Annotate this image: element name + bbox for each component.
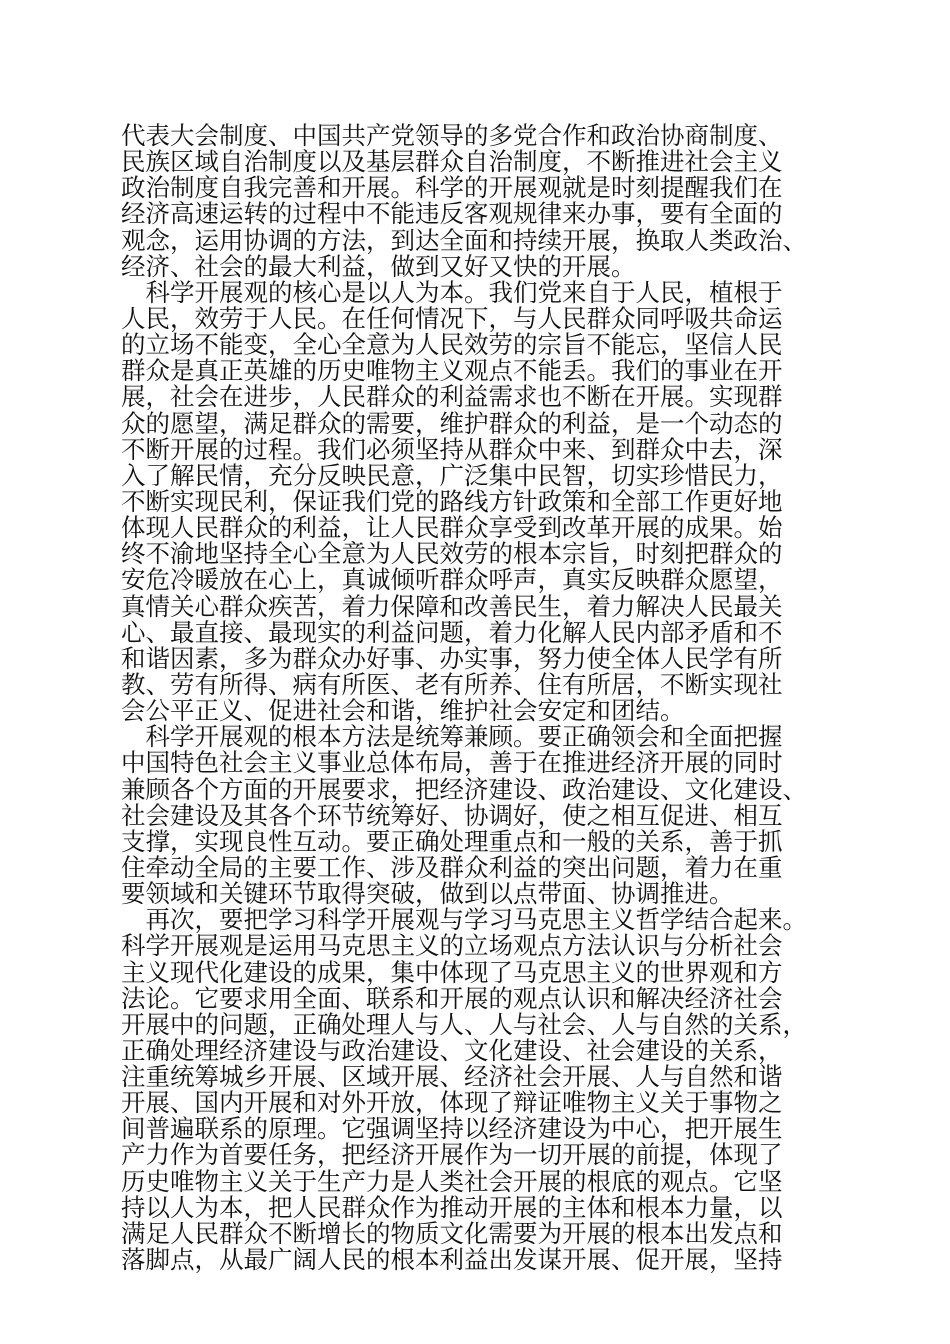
- text-line: 住牵动全局的主要工作、涉及群众利益的突出问题，着力在重: [121, 852, 783, 882]
- text-line: 人民，效劳于人民。在任何情况下，与人民群众同呼吸共命运: [121, 303, 783, 333]
- text-line: 会公平正义、促进社会和谐，维护社会安定和团结。: [121, 696, 685, 726]
- text-line: 民族区域自治制度以及基层群众自治制度，不断推进社会主义: [121, 147, 783, 177]
- text-line: 兼顾各个方面的开展要求，把经济建设、政治建设、文化建设、: [121, 774, 807, 804]
- text-line: 开展中的问题，正确处理人与人、人与社会、人与自然的关系，: [121, 1009, 807, 1039]
- text-line: 科学开展观的根本方法是统筹兼顾。要正确领会和全面把握: [121, 722, 783, 752]
- text-line: 间普遍联系的原理。它强调坚持以经济建设为中心，把开展生: [121, 1114, 783, 1144]
- text-line: 安危冷暖放在心上，真诚倾听群众呼声，真实反映群众愿望，: [121, 565, 783, 595]
- text-line: 产力作为首要任务，把经济开展作为一切开展的前提，体现了: [121, 1140, 783, 1170]
- text-line: 不断实现民利，保证我们党的路线方针政策和全部工作更好地: [121, 486, 783, 516]
- text-line: 满足人民群众不断增长的物质文化需要为开展的根本出发点和: [121, 1218, 783, 1248]
- text-line: 和谐因素，多为群众办好事、办实事，努力使全体人民学有所: [121, 643, 783, 673]
- text-line: 主义现代化建设的成果，集中体现了马克思主义的世界观和方: [121, 957, 783, 987]
- text-line: 代表大会制度、中国共产党领导的多党合作和政治协商制度、: [121, 121, 783, 150]
- text-line: 心、最直接、最现实的利益问题，着力化解人民内部矛盾和不: [121, 617, 783, 647]
- text-line: 社会建设及其各个环节统筹好、协调好，使之相互促进、相互: [121, 800, 783, 830]
- text-line: 的立场不能变，全心全意为人民效劳的宗旨不能忘，坚信人民: [121, 330, 783, 360]
- text-line: 正确处理经济建设与政治建设、文化建设、社会建设的关系，: [121, 1035, 783, 1065]
- text-line: 注重统筹城乡开展、区域开展、经济社会开展、人与自然和谐: [121, 1062, 783, 1092]
- text-line: 观念，运用协调的方法，到达全面和持续开展，换取人类政治、: [121, 225, 807, 255]
- text-line: 经济、社会的最大利益，做到又好又快的开展。: [121, 251, 636, 281]
- text-line: 真情关心群众疾苦，着力保障和改善民生，着力解决人民最关: [121, 591, 783, 621]
- text-line: 支撑，实现良性互动。要正确处理重点和一般的关系，善于抓: [121, 826, 783, 856]
- text-line: 群众是真正英雄的历史唯物主义观点不能丢。我们的事业在开: [121, 356, 783, 386]
- text-line: 持以人为本，把人民群众作为推动开展的主体和根本力量，以: [121, 1192, 783, 1222]
- text-line: 科学开展观的核心是以人为本。我们党来自于人民，植根于: [121, 277, 783, 307]
- text-line: 经济高速运转的过程中不能违反客观规律来办事，要有全面的: [121, 199, 783, 229]
- body-text: [121, 123, 841, 1273]
- text-line: 展，社会在进步，人民群众的利益需求也不断在开展。实现群: [121, 382, 783, 412]
- text-line: 再次，要把学习科学开展观与学习马克思主义哲学结合起来。: [121, 905, 807, 935]
- text-line: 终不渝地坚持全心全意为人民效劳的根本宗旨，时刻把群众的: [121, 539, 783, 569]
- text-line: 中国特色社会主义事业总体布局，善于在推进经济开展的同时: [121, 748, 783, 778]
- text-line: 科学开展观是运用马克思主义的立场观点方法认识与分析社会: [121, 931, 783, 961]
- text-line: 法论。它要求用全面、联系和开展的观点认识和解决经济社会: [121, 983, 783, 1013]
- text-line: 政治制度自我完善和开展。科学的开展观就是时刻提醒我们在: [121, 173, 783, 203]
- text-line: 教、劳有所得、病有所医、老有所养、住有所居，不断实现社: [121, 669, 783, 699]
- text-line: 落脚点，从最广阔人民的根本利益出发谋开展、促开展，坚持: [121, 1245, 783, 1275]
- text-line: 历史唯物主义关于生产力是人类社会开展的根底的观点。它坚: [121, 1166, 783, 1196]
- text-line: 众的愿望，满足群众的需要，维护群众的利益，是一个动态的: [121, 408, 783, 438]
- text-line: 入了解民情，充分反映民意，广泛集中民智，切实珍惜民力，: [121, 460, 783, 490]
- text-line: 体现人民群众的利益，让人民群众享受到改革开展的成果。始: [121, 513, 783, 543]
- text-line: 不断开展的过程。我们必须坚持从群众中来、到群众中去，深: [121, 434, 783, 464]
- text-line: 要领域和关键环节取得突破，做到以点带面、协调推进。: [121, 879, 734, 909]
- text-line: 开展、国内开展和对外开放，体现了辩证唯物主义关于事物之: [121, 1088, 783, 1118]
